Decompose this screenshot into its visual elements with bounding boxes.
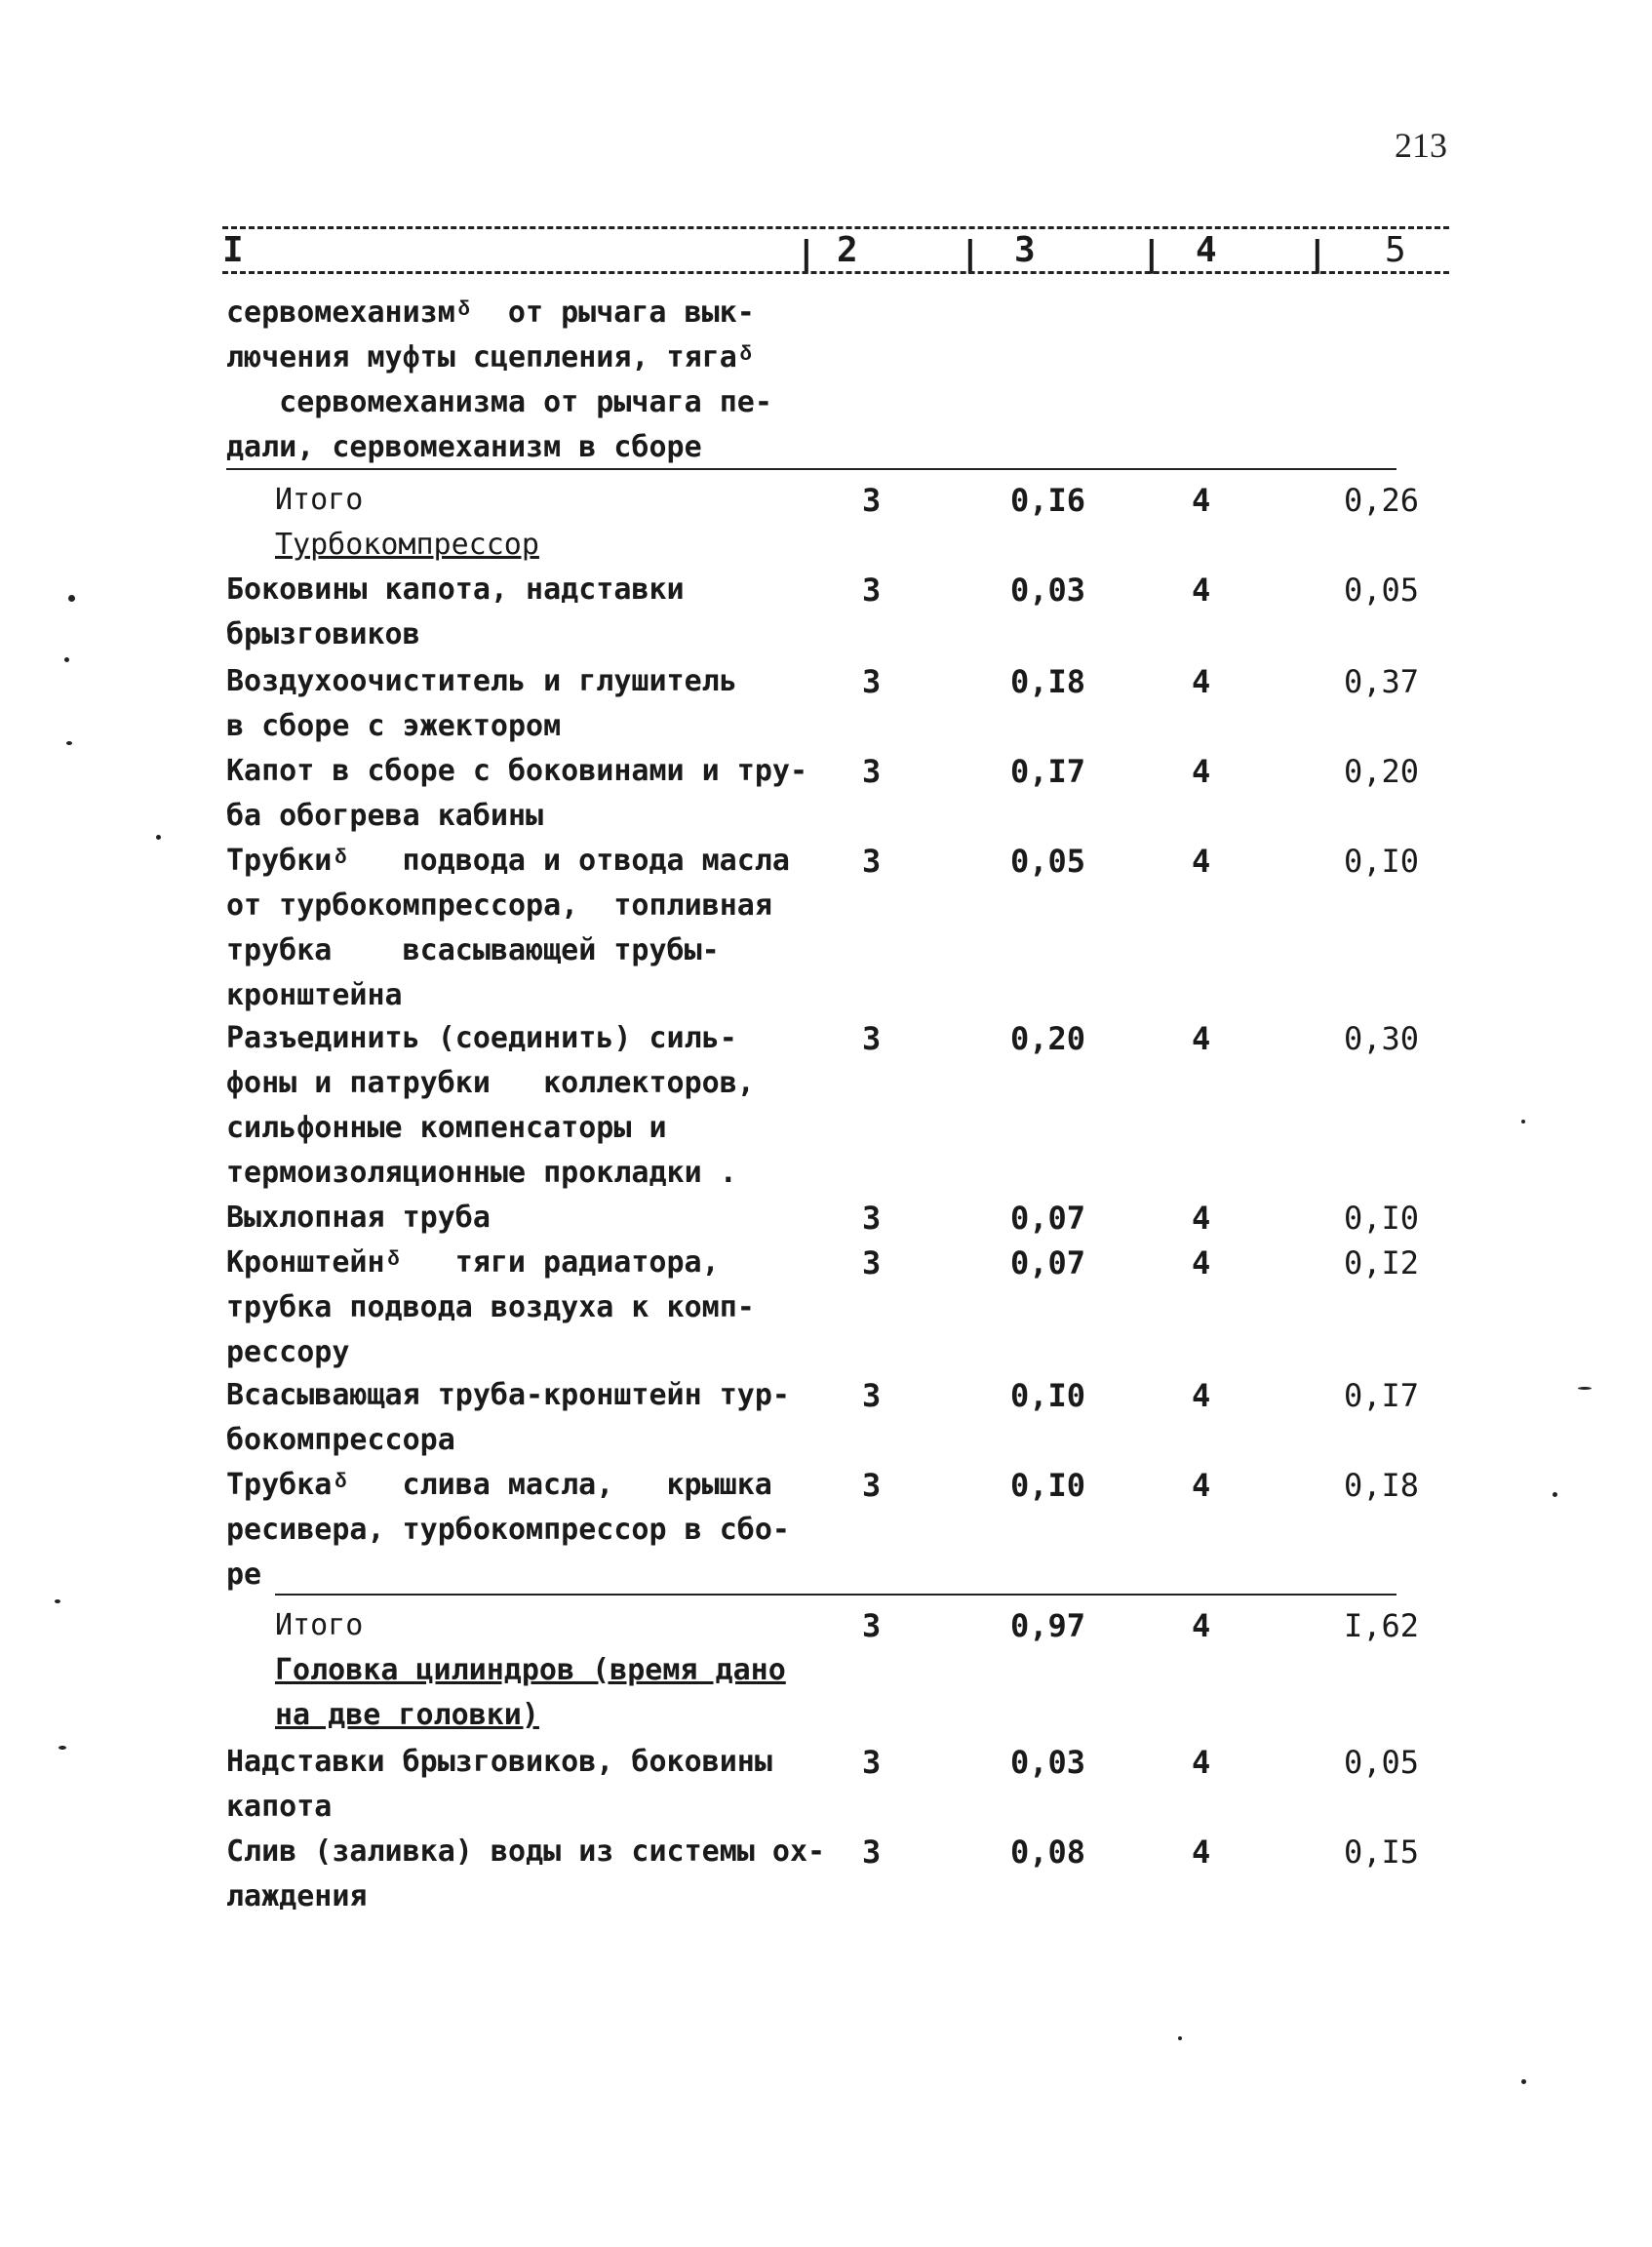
cell-col3: 0,I6 <box>1010 482 1086 519</box>
section-title: Турбокомпрессор <box>275 528 539 562</box>
cell-col4: 4 <box>1192 1467 1211 1504</box>
scan-speck <box>59 1746 66 1750</box>
cell-col2: 3 <box>862 1744 882 1781</box>
header-bottom-rule <box>222 271 1449 274</box>
column-header-2: 2 <box>837 230 858 270</box>
row-description: Выхлопная труба <box>226 1201 491 1235</box>
scan-speck <box>1178 2036 1182 2040</box>
cell-col4: 4 <box>1192 1833 1211 1871</box>
column-separator: | <box>796 234 817 274</box>
cell-col2: 3 <box>862 1200 882 1237</box>
row-description: Трубкаᵟ слива масла, крышка ресивера, турбокомпрессор в сбо- ре <box>226 1468 790 1592</box>
cell-col5: 0,26 <box>1344 482 1420 519</box>
scan-speck <box>64 657 69 662</box>
cell-col3: 0,05 <box>1010 843 1086 880</box>
cell-col2: 3 <box>862 1244 882 1281</box>
cell-col3: 0,I0 <box>1010 1467 1086 1504</box>
column-header-5: 5 <box>1385 230 1406 270</box>
row-description: Воздухоочиститель и глушитель в сборе с эжектором <box>226 664 737 743</box>
row-description: Кронштейнᵟ тяги радиатора, трубка подвода воздуха к комп- рессору <box>226 1245 755 1369</box>
scan-speck <box>55 1599 60 1603</box>
cell-col3: 0,03 <box>1010 572 1086 609</box>
scan-speck <box>1553 1492 1557 1497</box>
row-description: Капот в сборе с боковинами и тру- ба обогрева кабины <box>226 754 808 833</box>
cell-col2: 3 <box>862 1020 882 1057</box>
row-description: сервомеханизмᵟ от рычага вык- лючения муфты сцепления, тягаᵟ сервомеханизма от рычага пе- дали, сервомеханизм в сборе <box>226 296 772 464</box>
scan-speck <box>1521 1120 1525 1124</box>
cell-col2: 3 <box>862 1833 882 1871</box>
cell-col4: 4 <box>1192 482 1211 519</box>
cell-col4: 4 <box>1192 572 1211 609</box>
cell-col3: 0,I0 <box>1010 1377 1086 1414</box>
cell-col2: 3 <box>862 572 882 609</box>
column-separator: | <box>1141 234 1162 274</box>
header-top-rule <box>222 226 1449 229</box>
cell-col2: 3 <box>862 1377 882 1414</box>
column-separator: | <box>1307 234 1328 274</box>
scan-speck <box>1578 1387 1592 1390</box>
row-description: Всасывающая труба-кронштейн тур- бокомпрессора <box>226 1378 790 1457</box>
scan-speck <box>156 835 161 840</box>
cell-col3: 0,20 <box>1010 1020 1086 1057</box>
cell-col2: 3 <box>862 843 882 880</box>
cell-col3: 0,03 <box>1010 1744 1086 1781</box>
cell-col2: 3 <box>862 753 882 790</box>
cell-col5: 0,I0 <box>1344 843 1420 880</box>
column-header-1: I <box>222 230 244 270</box>
cell-col5: 0,05 <box>1344 1744 1420 1781</box>
cell-col5: I,62 <box>1344 1607 1420 1644</box>
row-description: Надставки брызговиков, боковины капота <box>226 1745 772 1824</box>
column-header-4: 4 <box>1196 230 1217 270</box>
cell-col3: 0,08 <box>1010 1833 1086 1871</box>
cell-col5: 0,37 <box>1344 663 1420 700</box>
cell-col3: 0,I7 <box>1010 753 1086 790</box>
cell-col4: 4 <box>1192 1244 1211 1281</box>
cell-col5: 0,05 <box>1344 572 1420 609</box>
cell-col3: 0,I8 <box>1010 663 1086 700</box>
row-description: Слив (заливка) воды из системы ох- лаждения <box>226 1834 826 1913</box>
section-rule <box>275 1594 1396 1596</box>
cell-col5: 0,20 <box>1344 753 1420 790</box>
cell-col3: 0,07 <box>1010 1244 1086 1281</box>
section-rule <box>226 468 1396 470</box>
scan-speck <box>68 595 75 602</box>
cell-col4: 4 <box>1192 753 1211 790</box>
row-description: Трубкиᵟ подвода и отвода масла от турбокомпрессора, топливная трубка всасывающей трубы- кронштейна <box>226 844 790 1012</box>
row-description: Разъединить (соединить) силь- фоны и патрубки коллекторов, сильфонные компенсаторы и термоизоляционные прокладки . <box>226 1021 755 1190</box>
cell-col4: 4 <box>1192 1607 1211 1644</box>
cell-col3: 0,97 <box>1010 1607 1086 1644</box>
page-number: 213 <box>1395 126 1447 165</box>
cell-col4: 4 <box>1192 1744 1211 1781</box>
column-separator: | <box>960 234 981 274</box>
section-title: Головка цилиндров (время дано на две головки) <box>275 1653 786 1732</box>
cell-col3: 0,07 <box>1010 1200 1086 1237</box>
cell-col5: 0,30 <box>1344 1020 1420 1057</box>
cell-col5: 0,I8 <box>1344 1467 1420 1504</box>
row-description: Боковины капота, надставки брызговиков <box>226 572 685 651</box>
cell-col5: 0,I7 <box>1344 1377 1420 1414</box>
row-description: Итого <box>275 1608 364 1642</box>
cell-col2: 3 <box>862 663 882 700</box>
scan-speck <box>66 741 72 745</box>
cell-col2: 3 <box>862 482 882 519</box>
cell-col5: 0,I0 <box>1344 1200 1420 1237</box>
cell-col5: 0,I5 <box>1344 1833 1420 1871</box>
cell-col4: 4 <box>1192 843 1211 880</box>
cell-col4: 4 <box>1192 663 1211 700</box>
cell-col5: 0,I2 <box>1344 1244 1420 1281</box>
cell-col2: 3 <box>862 1607 882 1644</box>
cell-col4: 4 <box>1192 1200 1211 1237</box>
cell-col4: 4 <box>1192 1377 1211 1414</box>
scan-speck <box>1521 2079 1526 2084</box>
cell-col4: 4 <box>1192 1020 1211 1057</box>
cell-col2: 3 <box>862 1467 882 1504</box>
column-header-3: 3 <box>1014 230 1036 270</box>
row-description: Итого <box>275 483 364 517</box>
